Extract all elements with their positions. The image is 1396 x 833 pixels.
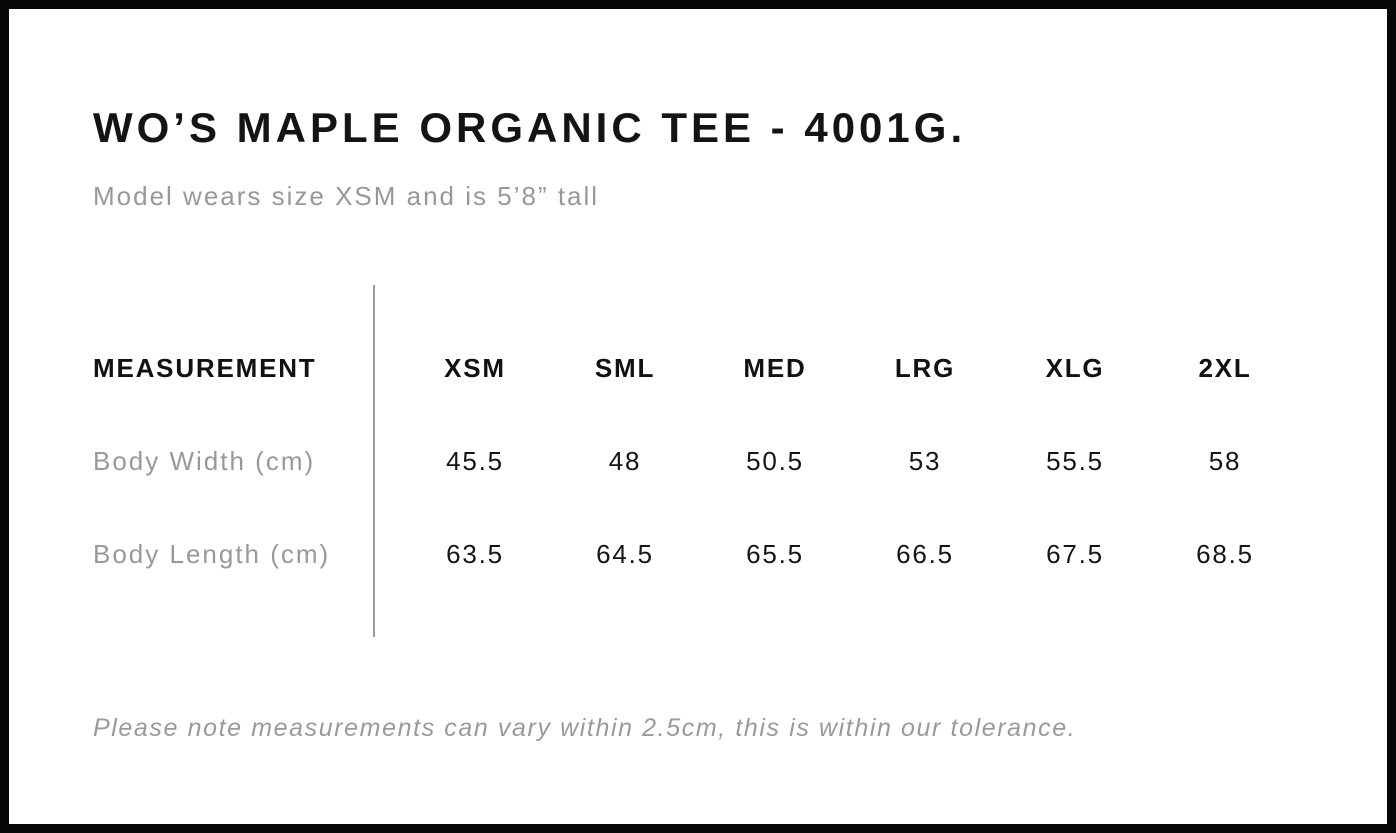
value-body-width-xsm: 45.5 xyxy=(446,446,504,476)
value-body-width-xlg: 55.5 xyxy=(1046,446,1104,476)
column-header-xsm: XSM xyxy=(444,353,506,383)
model-info-subtitle: Model wears size XSM and is 5’8” tall xyxy=(93,181,600,211)
value-body-length-sml: 64.5 xyxy=(596,539,654,569)
column-header-xlg: XLG xyxy=(1045,353,1105,383)
column-header-measurement: MEASUREMENT xyxy=(93,353,317,383)
row-label-body-length: Body Length (cm) xyxy=(93,539,331,569)
value-body-width-2xl: 58 xyxy=(1208,446,1242,476)
column-header-lrg: LRG xyxy=(894,353,956,383)
value-body-width-sml: 48 xyxy=(608,446,642,476)
value-body-length-lrg: 66.5 xyxy=(896,539,954,569)
value-body-width-lrg: 53 xyxy=(908,446,942,476)
value-body-length-xlg: 67.5 xyxy=(1046,539,1104,569)
value-body-length-xsm: 63.5 xyxy=(446,539,504,569)
page-title: WO’S MAPLE ORGANIC TEE - 4001G. xyxy=(93,104,967,151)
value-body-length-med: 65.5 xyxy=(746,539,804,569)
column-header-sml: SML xyxy=(594,353,656,383)
tolerance-footnote: Please note measurements can vary within 2.5cm, this is within our tolerance. xyxy=(93,714,1077,742)
size-table xyxy=(93,322,1300,601)
value-body-width-med: 50.5 xyxy=(746,446,804,476)
row-label-body-width: Body Width (cm) xyxy=(93,446,316,476)
value-body-length-2xl: 68.5 xyxy=(1196,539,1254,569)
column-header-med: MED xyxy=(743,353,807,383)
column-header-2xl: 2XL xyxy=(1198,353,1252,383)
